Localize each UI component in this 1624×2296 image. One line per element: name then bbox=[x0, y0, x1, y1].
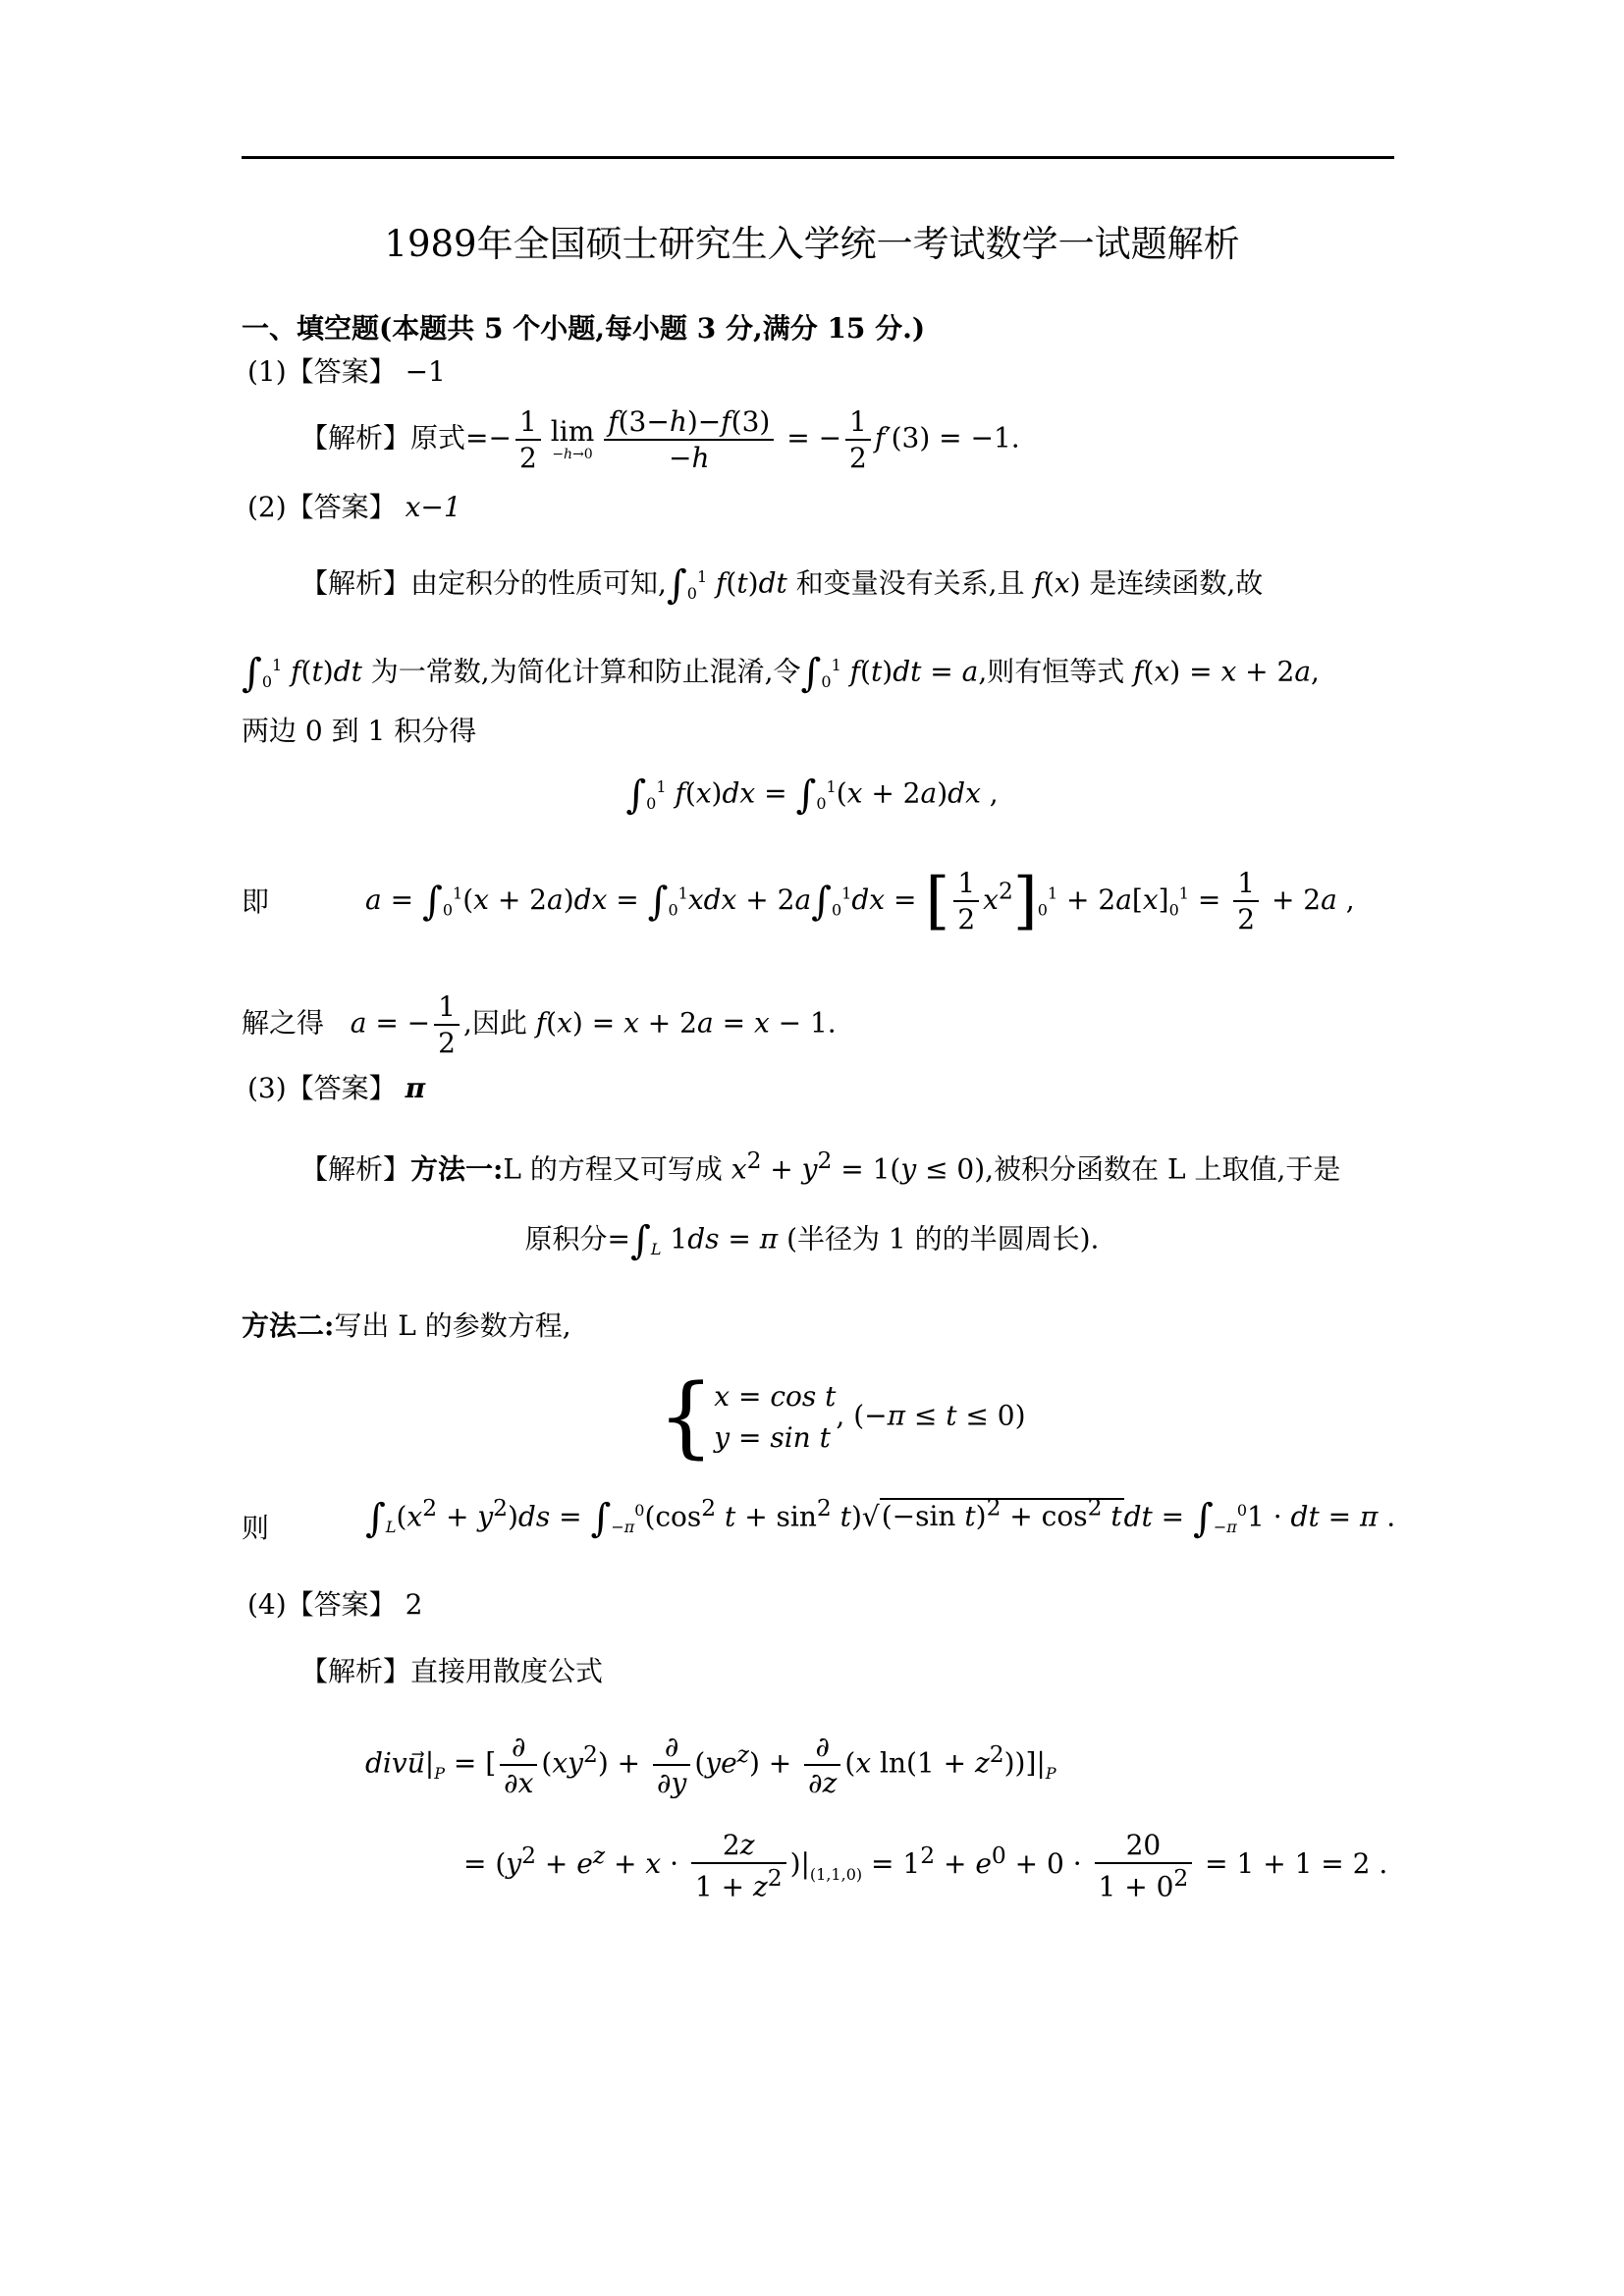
q2-eq1: $\int_0^1$ $f(x)dx = \int_0^1(x + 2a)dx$ , bbox=[625, 773, 999, 818]
q2-analysis-line1: 【解析】由定积分的性质可知$,\int_0^1$ f(t)dt 和变量没有关系,且 f(x) 是连续函数,故 bbox=[300, 562, 1264, 608]
q4-eq2: = ($y^2 + e^z + x$ · $\frac{2z}{1 + z^2}$ )$|_{(1,1,0)} = 1^2 + e^0 + 0$ · $\frac{20}{1 + 0^2}$ = 1 + 1 = 2 . bbox=[463, 1829, 1388, 1903]
q3-answer-line: (3)【答案】 π bbox=[247, 1072, 426, 1104]
q3-param-eq: {x = cos t y = sin t, (−π ≤ t ≤ 0) bbox=[658, 1365, 1026, 1468]
page-title: 1989年全国硕士研究生入学统一考试数学一试题解析 bbox=[384, 223, 1240, 265]
q1-answer: −1 bbox=[405, 355, 446, 388]
q4-eq1: $divu⃗|_P$ = [ $\frac{\partial}{\partial x}$ $(xy^2)$ + $\frac{\partial}{\partial y}$ $(ye^z)$ + $\frac{\partial}{\partial z}$ (x $\ln(1 + z^2))]|_P$ bbox=[365, 1731, 1056, 1799]
q2-analysis-line2: $\int_0^1$ f(t)dt 为一常数,为简化计算和防止混淆,令$\int_0^1$ f(t)dt = a,则有恒等式 f(x) = x + 2a, bbox=[242, 651, 1320, 696]
q2-text6: 两边 0 到 1 积分得 bbox=[242, 715, 477, 747]
top-rule bbox=[242, 156, 1394, 159]
q3-label-ze: 则 bbox=[242, 1512, 270, 1544]
q3-answer: π bbox=[405, 1072, 426, 1104]
section-heading: 一、填空题(本题共 5 个小题,每小题 3 分,满分 15 分.) bbox=[242, 312, 926, 345]
q3-method2-line: 方法二:写出 L 的参数方程, bbox=[242, 1309, 571, 1342]
q3-method1-eq: 原积分$=\int_L$ 1ds = π (半径为 1 的的半圆周长). bbox=[524, 1218, 1100, 1263]
q3-method1-line: 【解析】方法一:L 的方程又可写成 $x^2 + y^2 = 1(y \le 0)$,被积分函数在 L 上取值,于是 bbox=[300, 1147, 1341, 1186]
q2-solve-line: 解之得 a = − $\frac{1}{2}$ ,因此 f(x) = x + 2a = x − 1. bbox=[242, 990, 837, 1059]
q2-label-ji: 即 bbox=[242, 885, 270, 918]
q3-method2-eq: $\int_L(x^2 + y^2)ds = \int_{-\pi}^0(\cos^2$ $t + \sin^2 t)√(-\sin$ $t)^2 + \cos^2$ tdt = $\int_{-\pi}^01$ · dt = π . bbox=[365, 1494, 1396, 1541]
q4-answer-line: (4)【答案】 2 bbox=[247, 1588, 423, 1621]
q2-answer: x−1 bbox=[405, 491, 461, 523]
q2-eq2: $a = \int_0^1(x + 2a)dx = \int_0^1xdx + 2a\int_0^1dx$ = [ $\frac{1}{2}$ $x^2]_0^1 + 2a[x]_0^1$ = $\frac{1}{2}$ + 2a , bbox=[365, 865, 1355, 937]
q1-answer-line: (1)【答案】 −1 bbox=[247, 355, 446, 388]
q4-analysis-line: 【解析】直接用散度公式 bbox=[300, 1655, 604, 1687]
q4-answer: 2 bbox=[405, 1588, 423, 1621]
q1-analysis-line: 【解析】原式=− $\frac{1}{2}$ lim −h→0 $\frac{f(3-h)-f(3)}{-h}$ = − $\frac{1}{2}$ f′(3) = −1. bbox=[300, 405, 1020, 474]
q2-answer-line: (2)【答案】 x−1 bbox=[247, 491, 461, 523]
